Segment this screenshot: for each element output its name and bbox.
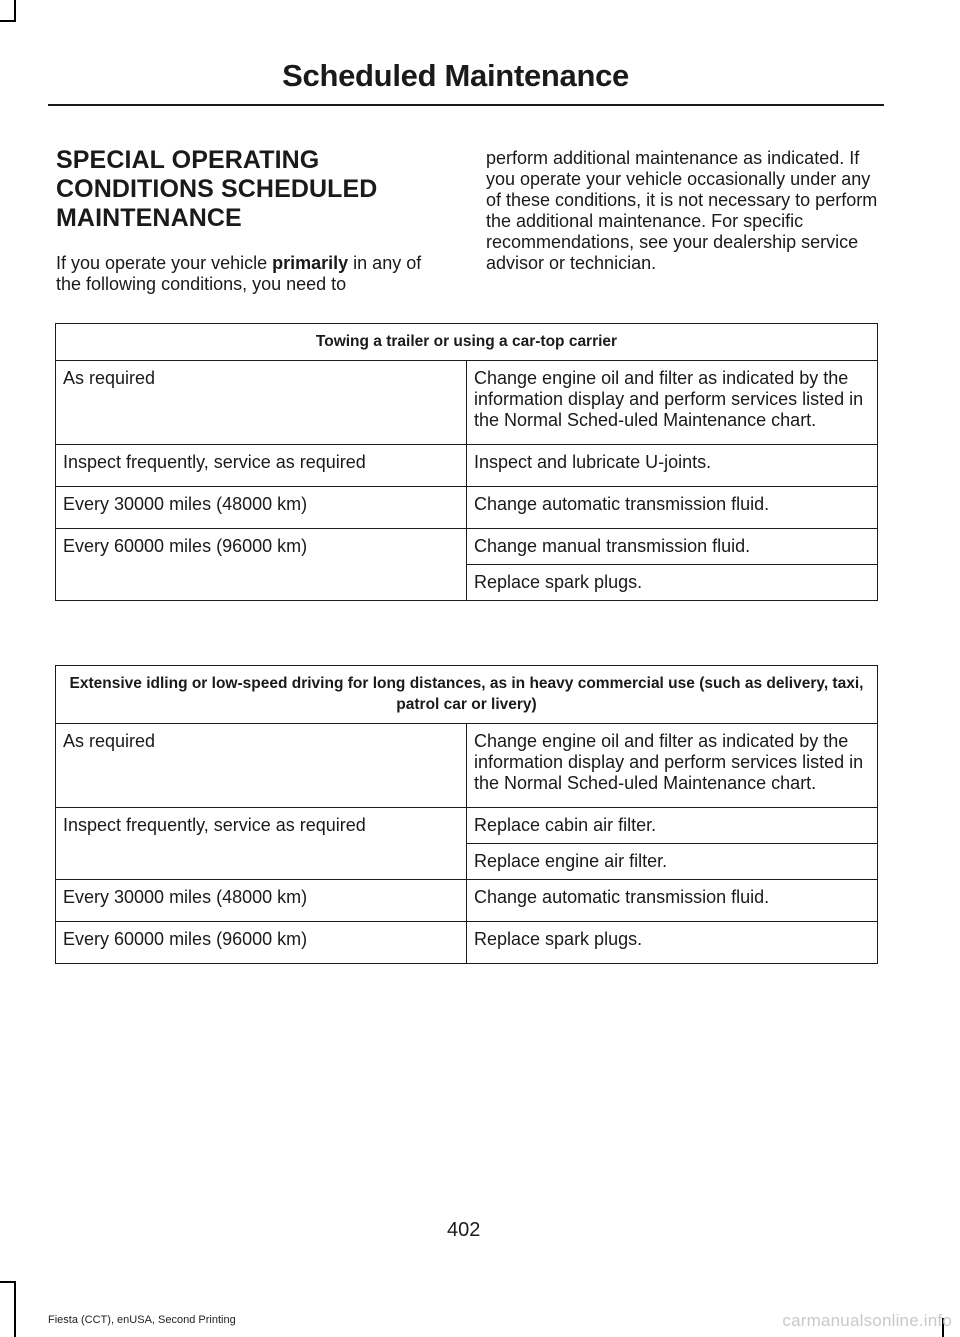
table-row	[56, 922, 878, 964]
table-header-row	[56, 666, 878, 724]
intro-paragraph	[56, 253, 450, 295]
action-cell: Replace cabin air filter.	[467, 808, 878, 844]
crop-mark	[0, 20, 16, 22]
action-cell: Change engine oil and filter as indicated by the information display and perform services listed in the Normal Sched-uled Maintenance chart.	[467, 724, 878, 808]
interval-cell: As required	[56, 724, 467, 808]
table-title: Towing a trailer or using a car-top carrier	[56, 324, 878, 361]
crop-mark	[14, 0, 16, 22]
interval-cell: As required	[56, 361, 467, 445]
page-number-text: 402	[447, 1219, 481, 1241]
action-cell: Replace engine air filter.	[467, 844, 878, 880]
interval-cell: Every 30000 miles (48000 km)	[56, 880, 467, 922]
maintenance-table-towing	[55, 323, 878, 601]
intro-text: in any of the following conditions, you need to	[56, 253, 422, 294]
crop-mark	[0, 1281, 16, 1283]
table-row	[56, 808, 878, 844]
table-row	[56, 724, 878, 808]
section-heading-line: SPECIAL OPERATING	[56, 146, 320, 174]
action-cell: Change automatic transmission fluid.	[467, 487, 878, 529]
interval-cell: Inspect frequently, service as required	[56, 808, 467, 880]
watermark: carmanualsonline.info	[782, 1311, 952, 1330]
interval-cell: Inspect frequently, service as required	[56, 445, 467, 487]
table-row	[56, 445, 878, 487]
table-title: Extensive idling or low-speed driving for long distances, as in heavy commercial use (such as delivery, taxi, patrol car or livery)	[56, 666, 878, 724]
intro-emphasis: primarily	[272, 253, 349, 273]
crop-mark	[14, 1281, 16, 1337]
table-row	[56, 880, 878, 922]
continuation-paragraph: perform additional maintenance as indicated. If you operate your vehicle occasionally under any of these conditions, it is not necessary to perform the additional maintenance. For specific recommendations, see your dealership service advisor or technician.	[486, 148, 878, 273]
right-column	[486, 148, 880, 274]
action-cell: Inspect and lubricate U-joints.	[467, 445, 878, 487]
maintenance-table-idling	[55, 665, 878, 964]
intro-text: If you operate your vehicle	[56, 253, 273, 273]
action-cell: Replace spark plugs.	[467, 922, 878, 964]
table-row	[56, 361, 878, 445]
section-heading	[56, 146, 450, 233]
interval-cell: Every 30000 miles (48000 km)	[56, 487, 467, 529]
table-header-row	[56, 324, 878, 361]
interval-cell: Every 60000 miles (96000 km)	[56, 529, 467, 601]
interval-cell: Every 60000 miles (96000 km)	[56, 922, 467, 964]
page-header-title: Scheduled Maintenance	[282, 58, 629, 93]
action-cell: Change manual transmission fluid.	[467, 529, 878, 565]
table-row	[56, 487, 878, 529]
action-cell: Change automatic transmission fluid.	[467, 880, 878, 922]
header-divider	[48, 104, 884, 106]
section-heading-line: CONDITIONS SCHEDULED	[56, 175, 378, 203]
action-cell: Change engine oil and filter as indicated by the information display and perform services listed in the Normal Sched-uled Maintenance chart.	[467, 361, 878, 445]
section-heading-line: MAINTENANCE	[56, 204, 242, 232]
action-cell: Replace spark plugs.	[467, 565, 878, 601]
table-row	[56, 529, 878, 565]
footer-text: Fiesta (CCT), enUSA, Second Printing	[48, 1314, 236, 1326]
left-column	[56, 146, 450, 295]
